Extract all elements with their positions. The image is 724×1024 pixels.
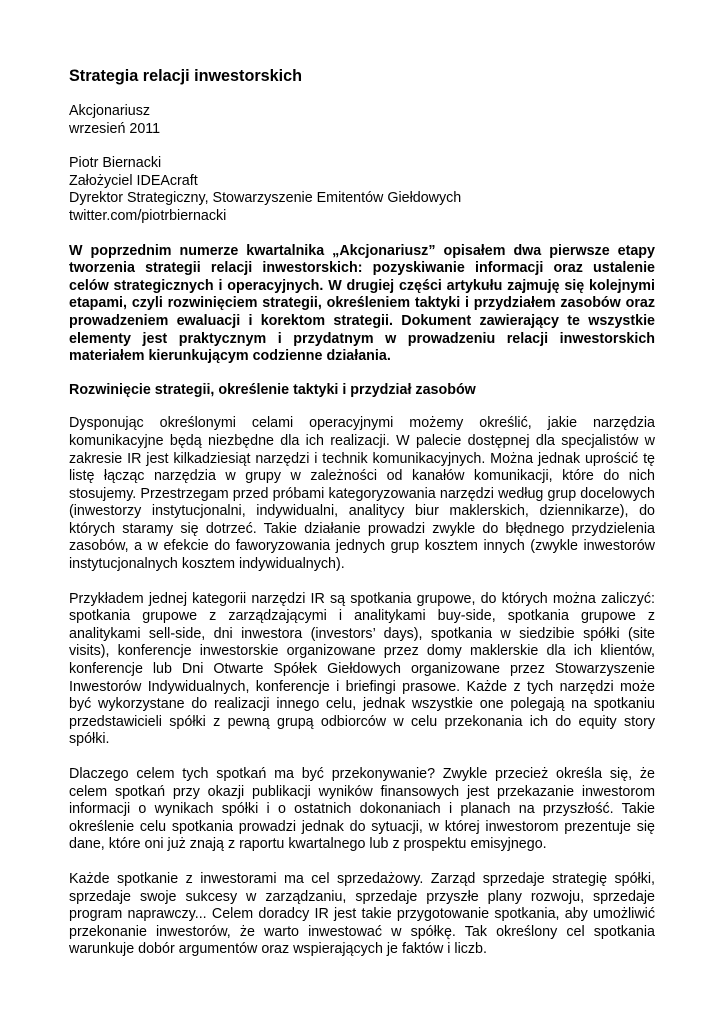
author-info (69, 155, 655, 225)
section-heading: Rozwinięcie strategii, określenie taktyki i przydział zasobów (69, 381, 476, 398)
document-title: Strategia relacji inwestorskich (69, 67, 303, 85)
body-paragraph: Dlaczego celem tych spotkań ma być przekonywanie? Zwykle przecież określa się, że celem spotkań przy okazji publikacji wyników finansowych jest przekazanie inwestorom informacji o wynikach spółki i o ostatnich dokonaniach i planach na przyszłość. Takie określenie celu spotkania prowadzi jednak do sytuacji, w której inwestorom prezentuje się dane, które oni już znają z raportu kwartalnego lub z prospektu emisyjnego. (69, 766, 655, 853)
body-paragraph: Przykładem jednej kategorii narzędzi IR są spotkania grupowe, do których można zaliczyć: spotkania grupowe z zarządzającymi i analitykami buy-side, spotkania grupowe z analitykami sell-side, dni inwestora (investors’ days), spotkania w siedzibie spółki (site visits), konferencje inwestorskie organizowane przez domy maklerskie dla ich klientów, konferencje lub Dni Otwarte Spółek Giełdowych organizowane przez Stowarzyszenie Inwestorów Indywidualnych, konferencje i briefingi prasowe. Każde z tych narzędzi może być wykorzystane do realizacji innego celu, jednak wszystkie one polegają na spotkaniu przedstawicieli spółki z pewną grupą odbiorców w celu przekonania ich do equity story spółki. (69, 590, 655, 748)
document-page (69, 66, 655, 976)
author-name: Piotr Biernacki (69, 155, 162, 172)
publication-date: wrzesień 2011 (69, 120, 161, 137)
body-paragraph: Każde spotkanie z inwestorami ma cel sprzedażowy. Zarząd sprzedaje strategię spółki, sprzedaje swoje sukcesy w zarządzaniu, sprzedaje przyszłe plany rozwoju, sprzedaje program naprawczy... Celem doradcy IR jest takie przygotowanie spotkania, aby umożliwić przekonanie inwestorów, że warto inwestować w spółkę. Tak określony cel spotkania warunkuje dobór argumentów oraz wspierających je faktów i liczb. (69, 870, 655, 958)
publication-info (69, 103, 655, 138)
author-twitter: twitter.com/piotrbiernacki (69, 207, 227, 224)
publication-name: Akcjonariusz (69, 103, 151, 119)
body-paragraph: Dysponując określonymi celami operacyjnymi możemy określić, jakie narzędzia komunikacyjne będą niezbędne dla ich realizacji. W palecie dostępnej dla specjalistów w zakresie IR jest kilkadziesiąt narzędzi i technik komunikacyjnych. Można jednak uprościć tę listę łącząc narzędzia w grupy w zależności od kanałów komunikacji, które do nich stosujemy. Przestrzegam przed próbami kategoryzowania narzędzi według grup docelowych (inwestorzy instytucjonalni, indywidualni, analitycy biur maklerskich, dziennikarze), do których staramy się dotrzeć. Takie działanie prowadzi zwykle do błędnego przydzielenia zasobów, a w efekcie do faworyzowania jednych grup kosztem innych (zwykle inwestorów instytucjonalnych kosztem indywidualnych). (69, 415, 655, 573)
lead-paragraph: W poprzednim numerze kwartalnika „Akcjonariusz” opisałem dwa pierwsze etapy tworzenia strategii relacji inwestorskich: pozyskiwanie informacji oraz ustalenie celów strategicznych i operacyjnych. W drugiej części artykułu zajmuję się kolejnymi etapami, czyli rozwinięciem strategii, określeniem taktyki i przydziałem zasobów oraz prowadzeniem ewaluacji i korektom strategii. Dokument zawierający te wszystkie elementy jest praktycznym i przydatnym w prowadzeniu relacji inwestorskich materiałem kierunkującym codzienne działania. (69, 242, 655, 365)
author-role-founder: Założyciel IDEAcraft (69, 172, 198, 189)
author-role-director: Dyrektor Strategiczny, Stowarzyszenie Emitentów Giełdowych (69, 190, 462, 207)
